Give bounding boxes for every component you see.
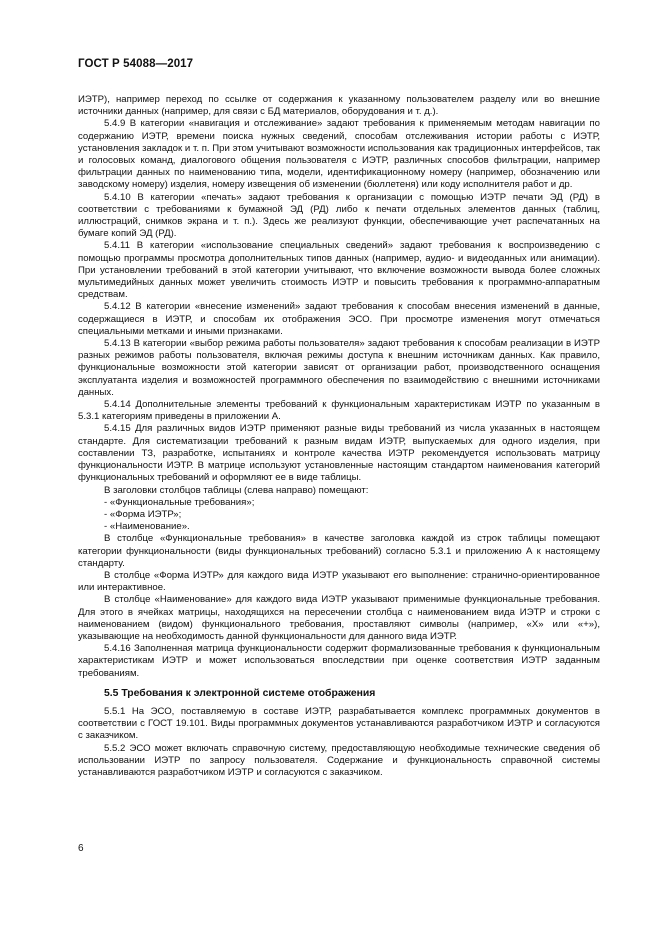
paragraph-column-name: В столбце «Наименование» для каждого вида ИЭТР указывают применимые функциональные требования. Для этого в ячейках матрицы, находящихся на пересечении столбца с наименованием вида ИЭТР и строки с наименованием (видом) функционального требования, проставляют символы (например, «X» или «+»), указывающие на необходимость данной функциональности для данного вида ИЭТР.: [78, 594, 600, 642]
list-item: - «Функциональные требования»;: [104, 496, 255, 508]
paragraph-5-5-2: 5.5.2 ЭСО может включать справочную систему, предоставляющую необходимые технические сведения об использовании ИЭТР по запросу пользователя. Содержание и функциональность справочной системы устанавливаются разработчиком ИЭТР и согласуются с заказчиком.: [78, 742, 600, 778]
page-number: 6: [78, 843, 84, 854]
list-item: - «Форма ИЭТР»;: [104, 508, 182, 520]
list-item: - «Наименование».: [104, 521, 190, 533]
section-heading-5-5: 5.5 Требования к электронной системе отображения: [104, 687, 376, 699]
paragraph-5-5-1: 5.5.1 На ЭСО, поставляемую в составе ИЭТР, разрабатывается комплекс программных документов в соответствии с ГОСТ 19.101. Виды программных документов устанавливаются разработчиком ИЭТР и согласуются с заказчиком.: [78, 705, 600, 742]
paragraph-5-4-9: 5.4.9 В категории «навигация и отслеживание» задают требования к применяемым методам навигации по содержанию ИЭТР, времени поиска нужных сведений, способам отслеживания истории работы с ИЭТР, установления закладок и т. п. При этом учитывают возможности использования как традиционных интерфейсов, так и голосовых команд, диалогового общения пользователя с ИЭТР, различных способов фильтрации, например фильтрации данных по наименованию типа, модели, идентификационному номеру (например, обозначению или заводскому номеру) изделия, номеру извещения об изменении (бюллетеня) или коду исполнителя работ и др.: [78, 118, 600, 191]
paragraph-column-form: В столбце «Форма ИЭТР» для каждого вида ИЭТР указывают его выполнение: странично-ориентированное или интерактивное.: [78, 569, 600, 594]
paragraph-continuation: ИЭТР), например переход по ссылке от содержания к указанному пользователем разделу или во внешние источники данных (например, для связи с БД материалов, оборудования и т. д.).: [78, 94, 600, 118]
page-body: [78, 94, 600, 779]
paragraph-5-4-12: 5.4.12 В категории «внесение изменений» задают требования к способам внесения изменений в данные, содержащиеся в ИЭТР, и способам их отображения ЭСО. При просмотре изменения могут отмечаться специальными метками и иными признаками.: [78, 301, 600, 337]
paragraph-5-4-14: 5.4.14 Дополнительные элементы требований к функциональным характеристикам ИЭТР по указанным в 5.3.1 категориям приведены в приложении А.: [78, 399, 600, 423]
paragraph-5-4-11: 5.4.11 В категории «использование специальных сведений» задают требования к воспроизведению с помощью программы просмотра дополнительных типов данных (например, аудио- и видеоданных или анимации). При установлении требований в этой категории учитывают, что включение возможности вывода более сложных мультимедийных данных может увеличить стоимость ИЭТР и повысить требования к программно-аппаратным средствам.: [78, 240, 600, 301]
paragraph-5-4-13: 5.4.13 В категории «выбор режима работы пользователя» задают требования к способам реализации в ИЭТР разных режимов работы пользователя, включая режимы доступа к внешним источникам данных. Как правило, функциональные возможности этой категории зависят от организации работ, производственного оснащения эксплуатанта изделия и возможностей программного обеспечения по взаимодействию с внешними источниками данных.: [78, 338, 600, 398]
paragraph-column-functional: В столбце «Функциональные требования» в качестве заголовка каждой из строк таблицы помещают категории функциональности (виды функциональных требований) согласно 5.3.1 и приложению А к настоящему стандарту.: [78, 533, 600, 569]
document-header: ГОСТ Р 54088—2017: [78, 58, 194, 70]
paragraph-5-4-16: 5.4.16 Заполненная матрица функциональности содержит формализованные требования к функциональным характеристикам ИЭТР и может использоваться впоследствии при оценке соответствия ИЭТР заданным требованиям.: [78, 643, 600, 679]
paragraph-column-headers-intro: В заголовки столбцов таблицы (слева направо) помещают:: [104, 484, 369, 496]
paragraph-5-4-15: 5.4.15 Для различных видов ИЭТР применяют разные виды требований из числа указанных в настоящем стандарте. Для систематизации требований к разным видам ИЭТР, выпускаемых для одного изделия, при составлении ТЗ, разработке, испытаниях и контроле качества ИЭТР рекомендуется использовать матрицу функциональности ИЭТР. В матрице используют установленные настоящим стандартом наименования категорий функциональных требований и оформляют ее в виде таблицы.: [78, 423, 600, 484]
paragraph-5-4-10: 5.4.10 В категории «печать» задают требования к организации с помощью ИЭТР печати ЭД (РД) в соответствии с требованиями к бумажной ЭД (РД) либо к печати отдельных элементов данных (таблиц, иллюстраций, снимков экрана и т. п.). Здесь же реализуют функции, обеспечивающие учет распечатанных на бумаге копий ЭД (РД).: [78, 191, 600, 240]
